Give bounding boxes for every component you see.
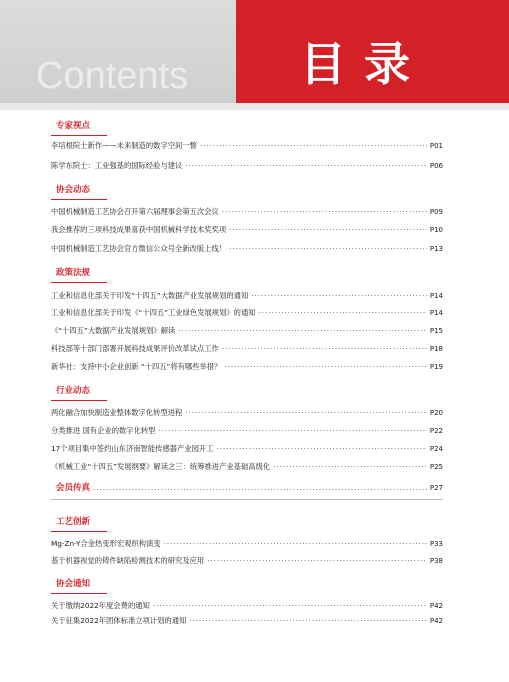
entry-title: 中国机械制造工艺协会召开第六届理事会第五次会议 — [51, 207, 219, 216]
leader-dots — [259, 306, 427, 320]
section-underline — [51, 282, 107, 283]
entry-title: 我会推荐的三项科技成果喜获中国机械科学技术奖奖项 — [51, 225, 227, 234]
entry-page: P42 — [429, 602, 443, 610]
toc-entry[interactable] — [51, 360, 443, 374]
entry-page: P01 — [429, 142, 443, 150]
toc-entry[interactable] — [51, 480, 443, 496]
leader-dots — [189, 614, 427, 628]
toc-entry[interactable] — [51, 599, 443, 613]
section-title: 会员传真 — [56, 483, 91, 493]
entry-title: 《机械工业“十四五”发展纲要》解读之三：统筹推进产业基础高级化 — [51, 462, 271, 471]
toc-entry[interactable] — [51, 324, 443, 338]
entry-title: 两化融合加快制造业整体数字化转型进程 — [51, 408, 183, 417]
entry-page: P25 — [429, 463, 443, 471]
entry-title: 科技部等十部门部署开展科技成果评价改革试点工作 — [51, 344, 219, 353]
entry-title: 关于缴纳2022年度会费的通知 — [51, 601, 150, 610]
entry-page: P13 — [429, 245, 443, 253]
contents-heading: Contents — [36, 55, 189, 97]
toc-entry[interactable] — [51, 614, 443, 628]
entry-page: P19 — [429, 363, 443, 371]
entry-page: P14 — [429, 292, 443, 300]
toc-entry[interactable] — [51, 159, 443, 173]
leader-dots — [217, 442, 427, 456]
leader-dots — [200, 139, 427, 153]
section-title: 协会通知 — [56, 579, 91, 589]
entry-title: 陈学东院士：工业强基的国际经验与建议 — [51, 161, 183, 170]
entry-page: P06 — [429, 162, 443, 170]
entry-page: P24 — [429, 445, 443, 453]
leader-dots — [229, 223, 427, 237]
leader-dots — [222, 205, 427, 219]
section-title: 政策法规 — [56, 268, 91, 278]
leader-dots — [224, 360, 426, 374]
toc-entry[interactable] — [51, 223, 443, 237]
leader-dots — [164, 537, 427, 551]
leader-dots — [178, 324, 427, 338]
leader-dots — [273, 460, 427, 474]
entry-page: P09 — [429, 208, 443, 216]
entry-title: 工业和信息化部关于印发“十四五”大数据产业发展规划的通知 — [51, 291, 249, 300]
entry-page: P42 — [429, 617, 443, 625]
entry-page: P14 — [429, 309, 443, 317]
entry-title: 分类推进 国有企业的数字化转型 — [51, 426, 156, 435]
entry-title: 《“十四五”大数据产业发展规划》解读 — [51, 326, 176, 335]
entry-page: P15 — [429, 327, 443, 335]
entry-title: 17个项目集中签约山东济南智能传感器产业园开工 — [51, 444, 214, 453]
section-underline — [51, 135, 107, 136]
toc-entry[interactable] — [51, 424, 443, 438]
leader-dots — [158, 424, 426, 438]
entry-page: P38 — [429, 557, 443, 565]
entry-page: P20 — [429, 409, 443, 417]
entry-title: Mg-Zn-Y合金热变形宏观织构演变 — [51, 539, 161, 548]
toc-entry[interactable] — [51, 139, 443, 153]
section-title: 工艺创新 — [56, 517, 91, 527]
leader-dots — [185, 406, 427, 420]
entry-page: P22 — [429, 427, 443, 435]
entry-title: 工业和信息化部关于印发《“十四五”工业绿色发展规划》的通知 — [51, 308, 256, 317]
toc-entry[interactable] — [51, 537, 443, 551]
toc-entry[interactable] — [51, 242, 443, 256]
toc-entry[interactable] — [51, 554, 443, 568]
leader-dots — [207, 554, 427, 568]
entry-page: P10 — [429, 226, 443, 234]
page-title: 目录 — [300, 37, 428, 91]
header-divider — [0, 103, 509, 110]
entry-page: P27 — [429, 484, 443, 492]
section-underline — [51, 499, 443, 500]
leader-dots — [185, 159, 427, 173]
toc-entry[interactable] — [51, 306, 443, 320]
toc-entry[interactable] — [51, 289, 443, 303]
entry-title: 李培根院士新作——未来制造的数字空间一瞥 — [51, 141, 197, 150]
section-underline — [51, 400, 107, 401]
entry-title: 中国机械制造工艺协会官方微信公众号全新改版上线！ — [51, 244, 227, 253]
section-title: 行业动态 — [56, 386, 91, 396]
entry-title: 关于征集2022年团体标准立项计划的通知 — [51, 616, 187, 625]
toc-entry[interactable] — [51, 342, 443, 356]
leader-dots — [222, 342, 427, 356]
leader-dots — [93, 480, 427, 496]
toc-entry[interactable] — [51, 460, 443, 474]
toc-entry[interactable] — [51, 205, 443, 219]
leader-dots — [153, 599, 427, 613]
entry-page: P18 — [429, 345, 443, 353]
section-underline — [51, 199, 107, 200]
entry-page: P33 — [429, 540, 443, 548]
leader-dots — [251, 289, 427, 303]
section-title: 协会动态 — [56, 185, 91, 195]
entry-title: 基于机器视觉的铸件缺陷检测技术的研究及应用 — [51, 556, 205, 565]
section-underline — [51, 531, 107, 532]
toc-entry[interactable] — [51, 406, 443, 420]
section-title: 专家视点 — [56, 121, 91, 131]
section-underline — [51, 593, 107, 594]
leader-dots — [229, 242, 427, 256]
entry-title: 新华社：支持中小企业创新 “十四五”将有哪些举措？ — [51, 362, 222, 371]
toc-entry[interactable] — [51, 442, 443, 456]
